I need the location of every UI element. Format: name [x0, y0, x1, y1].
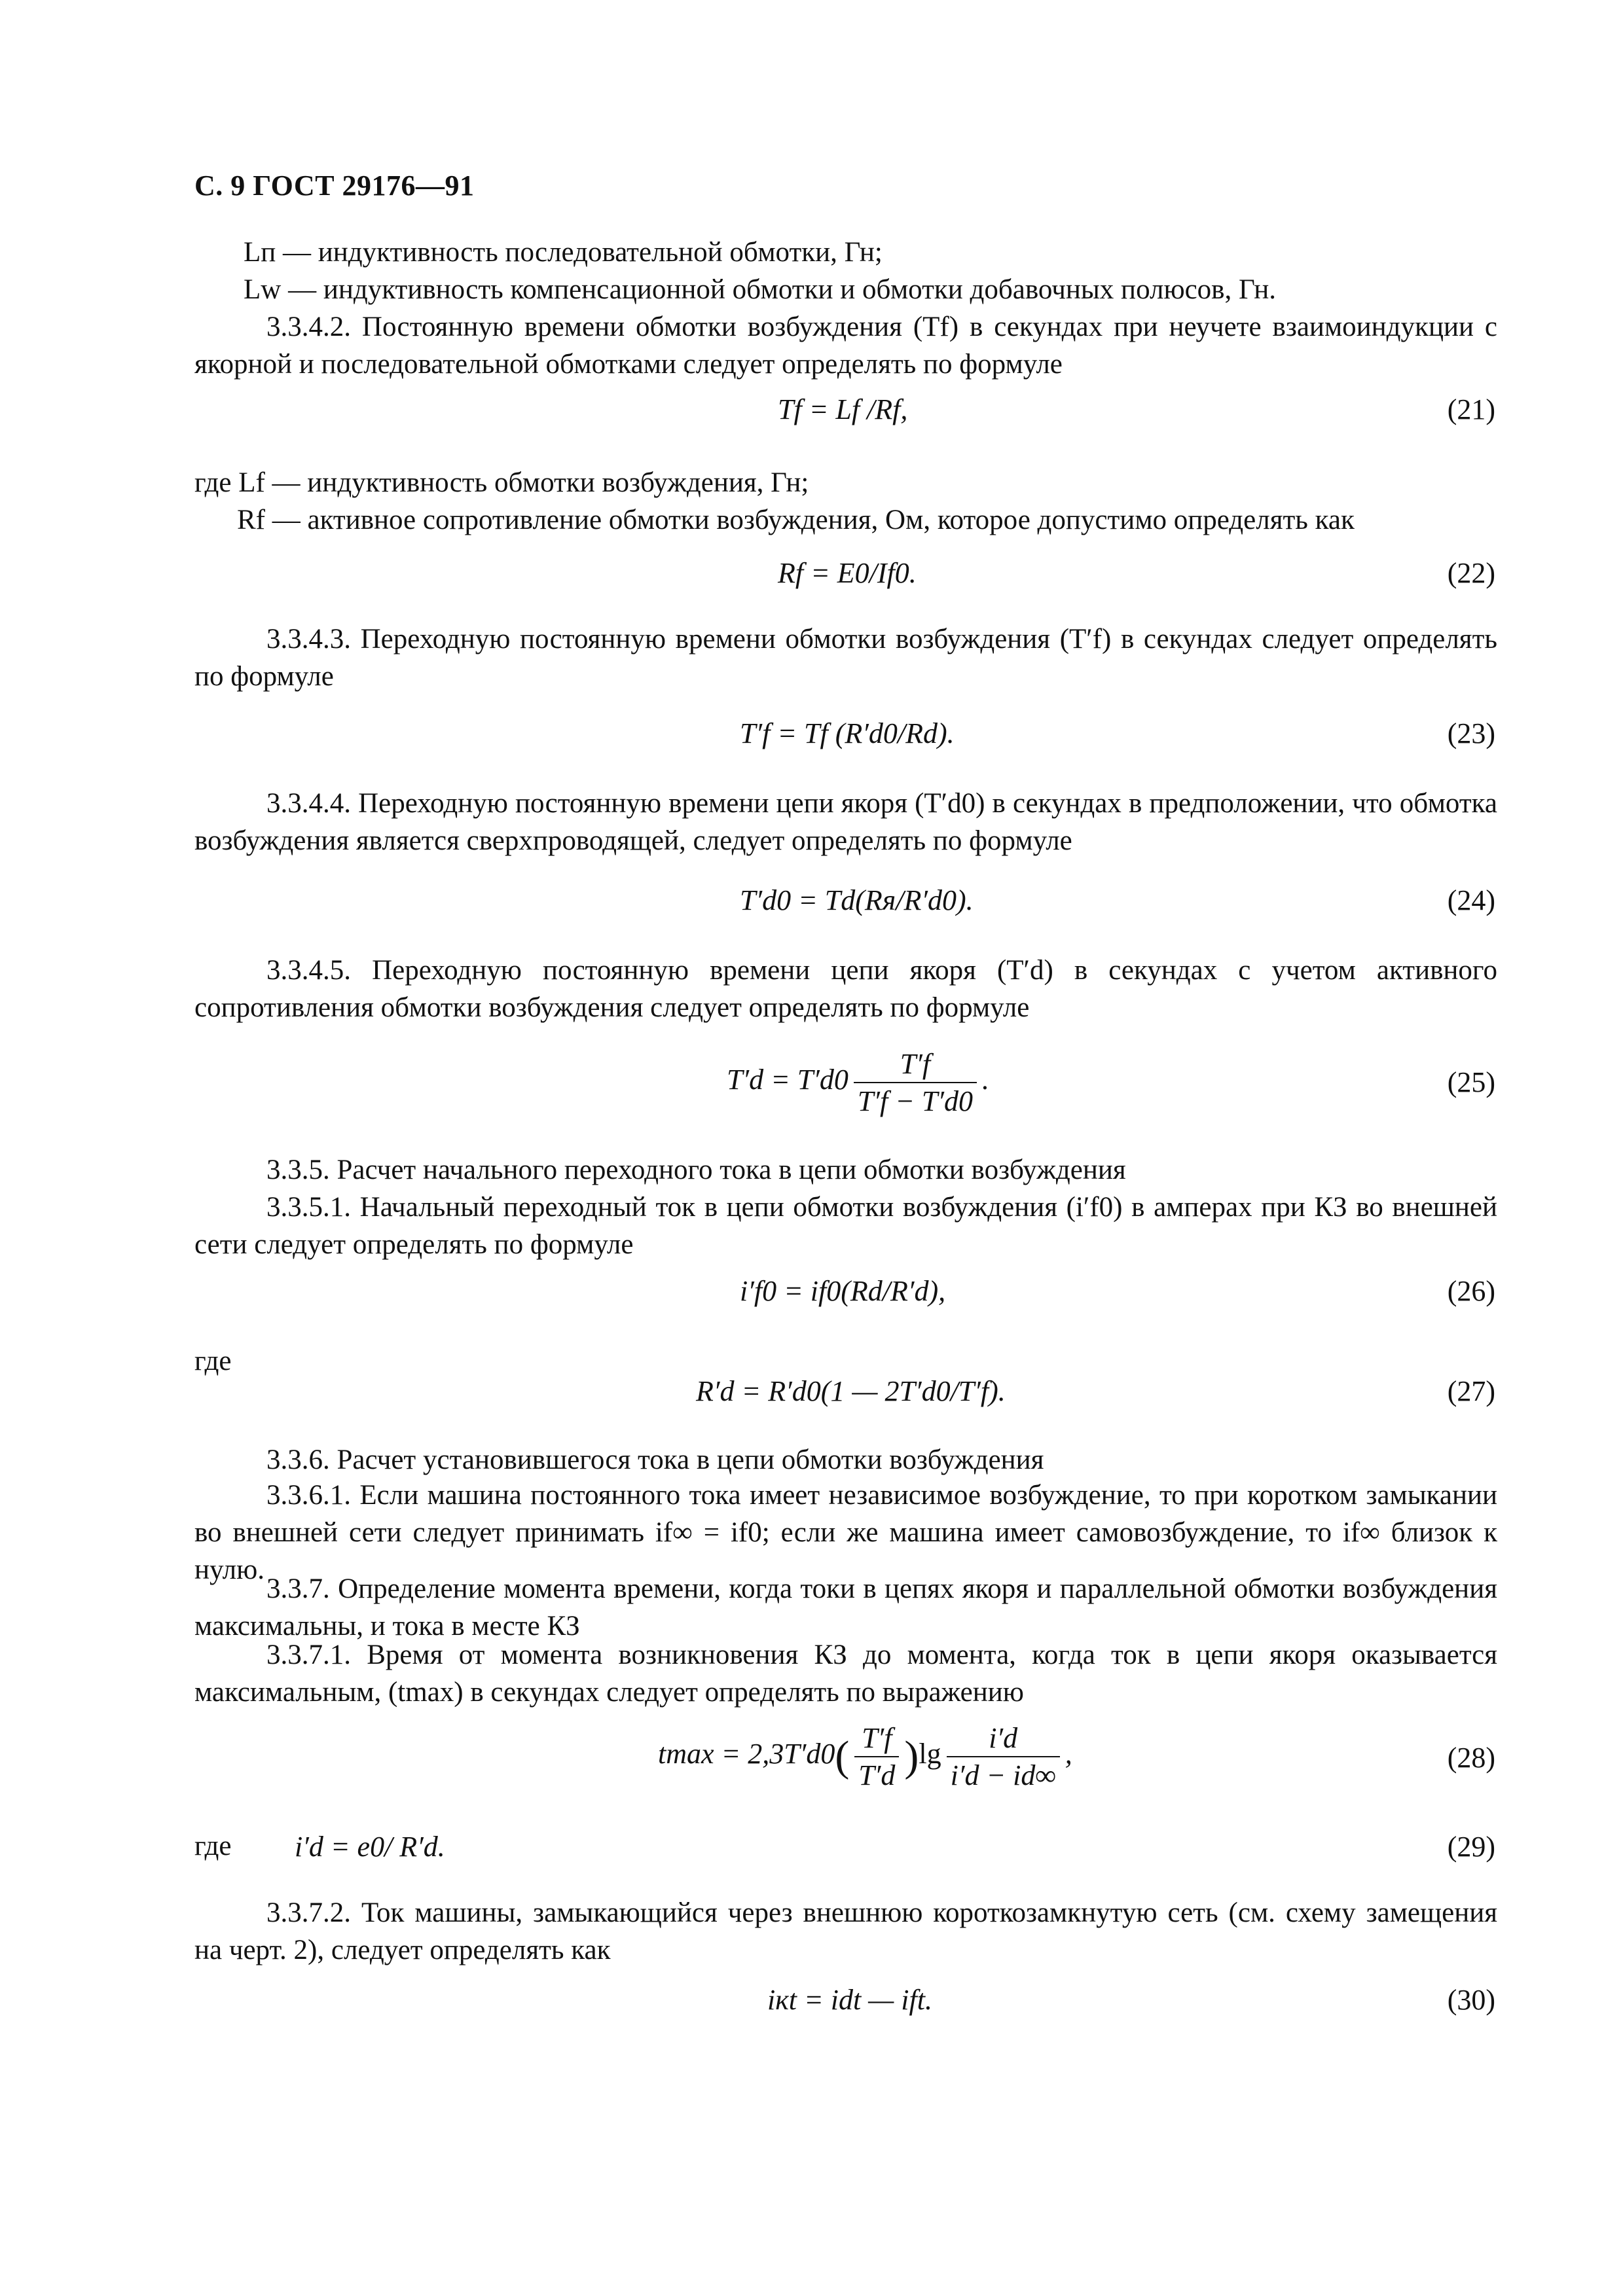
- equation-lhs: tmax = 2,3T′d0: [658, 1738, 835, 1770]
- paragraph-3-3-4-2: 3.3.4.2. Постоянную времени обмотки возбуждения (Tf) в секундах при неучете взаимоиндукции с якорной и последовательной обмотками следует определять по формуле: [194, 312, 1497, 380]
- equation-number: (26): [1447, 1275, 1495, 1307]
- paragraph-3-3-6-1: 3.3.6.1. Если машина постоянного тока имеет независимое возбуждение, то при коротком замыкании во внешней сети следует принимать if∞ = if0; если же машина имеет самовозбуждение, то if∞ близок к нулю.: [194, 1480, 1497, 1585]
- equation-29: [0, 1830, 1623, 1876]
- equation-number: (23): [1447, 717, 1495, 749]
- fraction-numerator: i′d: [947, 1721, 1060, 1757]
- definitions-21: [194, 464, 1504, 539]
- paragraph-3-3-4-3: 3.3.4.3. Переходную постоянную времени обмотки возбуждения (T′f) в секундах следует определять по формуле: [194, 624, 1497, 692]
- equation-formula: tmax = 2,3T′d0( $\frac{T'f}{T'd}$ )lg $\frac{i'd}{i'd - id\infty}$ ,: [658, 1722, 1072, 1791]
- definition-item: Lw — индуктивность компенсационной обмотки и обмотки добавочных полюсов, Гн.: [244, 274, 1276, 305]
- equation-27: [0, 1374, 1623, 1420]
- paragraph-3-3-7: 3.3.7. Определение момента времени, когда токи в цепях якоря и параллельной обмотки возбуждения максимальны, и тока в месте КЗ: [194, 1573, 1497, 1641]
- equation-28: [0, 1721, 1623, 1800]
- equation-formula: T′d0 = Td(Rя/R′d0).: [740, 884, 974, 916]
- paragraph-3-3-4-5: 3.3.4.5. Переходную постоянную времени цепи якоря (T′d) в секундах с учетом активного сопротивления обмотки возбуждения следует определять по формуле: [194, 955, 1497, 1023]
- paragraph-3-3-7-1: 3.3.7.1. Время от момента возникновения КЗ до момента, когда ток в цепи якоря оказывается максимальным, (tmax) в секундах следует определять по выражению: [194, 1640, 1497, 1708]
- equation-25: [0, 1047, 1623, 1126]
- equation-formula: i′f0 = if0(Rd/R′d),: [740, 1275, 946, 1307]
- paragraph-3-3-6: 3.3.6. Расчет установившегося тока в цепи обмотки возбуждения: [266, 1444, 1044, 1475]
- equation-30: [0, 1983, 1623, 2029]
- equation-formula: i′d = e0/ R′d.: [295, 1831, 445, 1863]
- where-label: где: [194, 1831, 232, 1861]
- equation-formula: T′f = Tf (R′d0/Rd).: [740, 717, 955, 749]
- fraction-denominator: i′d − id∞: [950, 1759, 1056, 1791]
- equation-formula: Rf = E0/If0.: [778, 557, 917, 589]
- fraction-denominator: T′f − T′d0: [857, 1085, 973, 1117]
- equation-number: (24): [1447, 884, 1495, 916]
- equation-number: (28): [1447, 1742, 1495, 1774]
- equation-22: [0, 556, 1623, 602]
- fraction-numerator: T′f: [854, 1721, 899, 1757]
- equation-formula: Tf = Lf /Rf,: [778, 393, 908, 425]
- equation-number: (21): [1447, 393, 1495, 425]
- equation-number: (25): [1447, 1066, 1495, 1098]
- equation-23: [0, 717, 1623, 762]
- equation-lhs: T′d = T′d0: [727, 1064, 848, 1096]
- page-header: С. 9 ГОСТ 29176—91: [194, 170, 475, 202]
- equation-number: (27): [1447, 1375, 1495, 1407]
- definition-item: Lп — индуктивность последовательной обмотки, Гн;: [244, 237, 883, 268]
- log-operator: lg: [919, 1738, 941, 1770]
- equation-tail: .: [982, 1064, 989, 1096]
- equation-number: (29): [1447, 1831, 1495, 1863]
- equation-24: [0, 884, 1623, 929]
- paragraph-3-3-4-4: 3.3.4.4. Переходную постоянную времени цепи якоря (T′d0) в секундах в предположении, что обмотка возбуждения является сверхпроводящей, следует определять по формуле: [194, 788, 1497, 856]
- paragraph-3-3-7-2: 3.3.7.2. Ток машины, замыкающийся через внешнюю короткозамкнутую сеть (см. схему замещения на черт. 2), следует определять как: [194, 1897, 1497, 1965]
- where-label: где: [194, 1346, 232, 1376]
- equation-tail: ,: [1065, 1738, 1072, 1770]
- equation-formula: iкt = idt — ift.: [767, 1984, 932, 2016]
- fraction: [854, 1721, 899, 1792]
- definition-item: Rf — активное сопротивление обмотки возбуждения, Ом, которое допустимо определять как: [237, 505, 1355, 535]
- fraction-numerator: T′f: [854, 1047, 977, 1083]
- equation-formula: [727, 1047, 989, 1118]
- equation-number: (22): [1447, 557, 1495, 589]
- equation-formula: R′d = R′d0(1 — 2T′d0/T′f).: [696, 1375, 1006, 1407]
- paragraph-3-3-5-1: 3.3.5.1. Начальный переходный ток в цепи обмотки возбуждения (i′f0) в амперах при КЗ во внешней сети следует определять по формуле: [194, 1192, 1497, 1260]
- fraction: [854, 1047, 977, 1118]
- definition-item: где Lf — индуктивность обмотки возбуждения, Гн;: [194, 467, 809, 498]
- equation-21: [0, 393, 1623, 439]
- equation-26: [0, 1274, 1623, 1320]
- paragraph-3-3-5: 3.3.5. Расчет начального переходного тока в цепи обмотки возбуждения: [266, 1155, 1126, 1185]
- equation-number: (30): [1447, 1984, 1495, 2016]
- fraction-denominator: T′d: [858, 1759, 896, 1791]
- fraction: [947, 1721, 1060, 1792]
- definitions-top: [194, 234, 1504, 308]
